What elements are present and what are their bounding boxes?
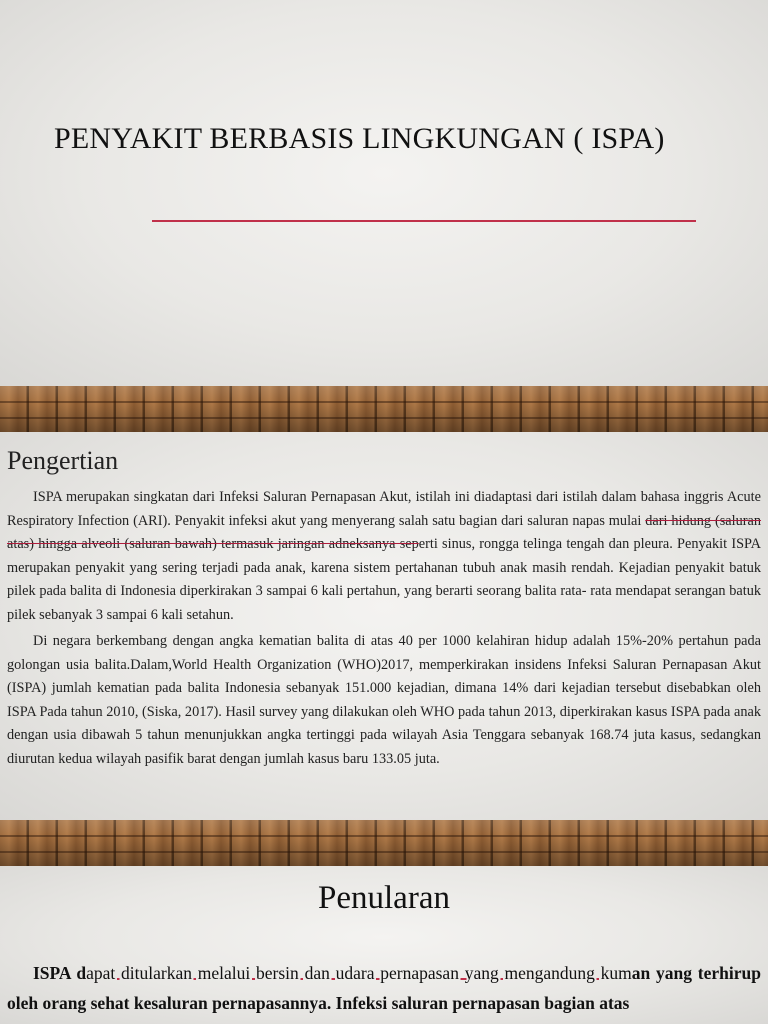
underlined-text: apat ditularkan melalui bersin dan udara pernapasan yang mengandung kum: [86, 963, 632, 983]
title-accent-line: [152, 220, 696, 222]
paragraph-text: ISPA d: [33, 963, 87, 983]
wood-divider: [0, 820, 768, 866]
wood-seam: [0, 835, 768, 837]
paragraph-text: erti sinus, rongga telinga tengah dan pleura. Penyakit ISPA merupakan penyakit yang sering terjadi pada anak, karena sistem pertahanan tubuh anak masih rendah. Kejadian penyakit batuk pilek pada balita di Indonesia diperkirakan 3 sampai 6 kali pertahun, yang berarti seorang balita rata- rata mendapat serangan batuk pilek sebanyak 3 sampai 6 kali setahun.: [7, 536, 761, 623]
wood-seam: [0, 401, 768, 403]
paragraph-text: an yang terhirup oleh orang sehat kesaluran pernapasannya. Infeksi saluran pernapasan bagian atas: [7, 963, 761, 1013]
strikethrough-text: dari hidung (saluran atas) hingga alveoli (saluran bawah) termasuk jaringan adneksanya sep: [7, 512, 762, 553]
paragraph-transmission: [7, 958, 761, 1018]
section-heading: Penularan: [318, 880, 450, 916]
slide-title-text: PENYAKIT BERBASIS LINGKUNGAN ( ISPA): [54, 122, 665, 155]
paragraph-statistics: [7, 630, 761, 772]
wood-seam: [0, 851, 768, 853]
slide-penularan: [0, 866, 768, 1024]
slide-pengertian: [0, 432, 768, 820]
section-heading: Pengertian: [7, 446, 119, 475]
wood-divider: [0, 386, 768, 432]
paragraph-text: Di negara berkembang dengan angka kematian balita di atas 40 per 1000 kelahiran hidup adalah 15%-20% pertahun pada golongan usia balita.Dalam,World Health Organization (WHO)2017, memperkirakan insidens Infeksi Saluran Pernapasan Akut (ISPA) jumlah kematian pada balita Indonesia sebanyak 151.000 kejadian, dimana 14% dari kejadian tersebut disebabkan oleh ISPA Pada tahun 2010, (Siska, 2017). Hasil survey yang dilakukan oleh WHO pada tahun 2013, diperkirakan kasus ISPA pada anak dengan usia dibawah 5 tahun menunjukkan angka tertinggi pada wilayah Asia Tenggara sebanyak 168.74 juta kasus, sedangkan diurutan kedua wilayah pasifik barat dengan jumlah kasus baru 133.05 juta.: [7, 633, 761, 767]
paragraph-definition: [7, 486, 761, 628]
paragraph-text: ISPA merupakan singkatan dari Infeksi Saluran Pernapasan Akut, istilah ini diadaptasi dari istilah dalam bahasa inggris Acute Respiratory Infection (ARI). Penyakit infeksi akut yang menyerang salah satu bagian dari saluran napas mulai: [7, 489, 761, 529]
slide-title: [0, 0, 768, 386]
wood-seam: [0, 417, 768, 419]
